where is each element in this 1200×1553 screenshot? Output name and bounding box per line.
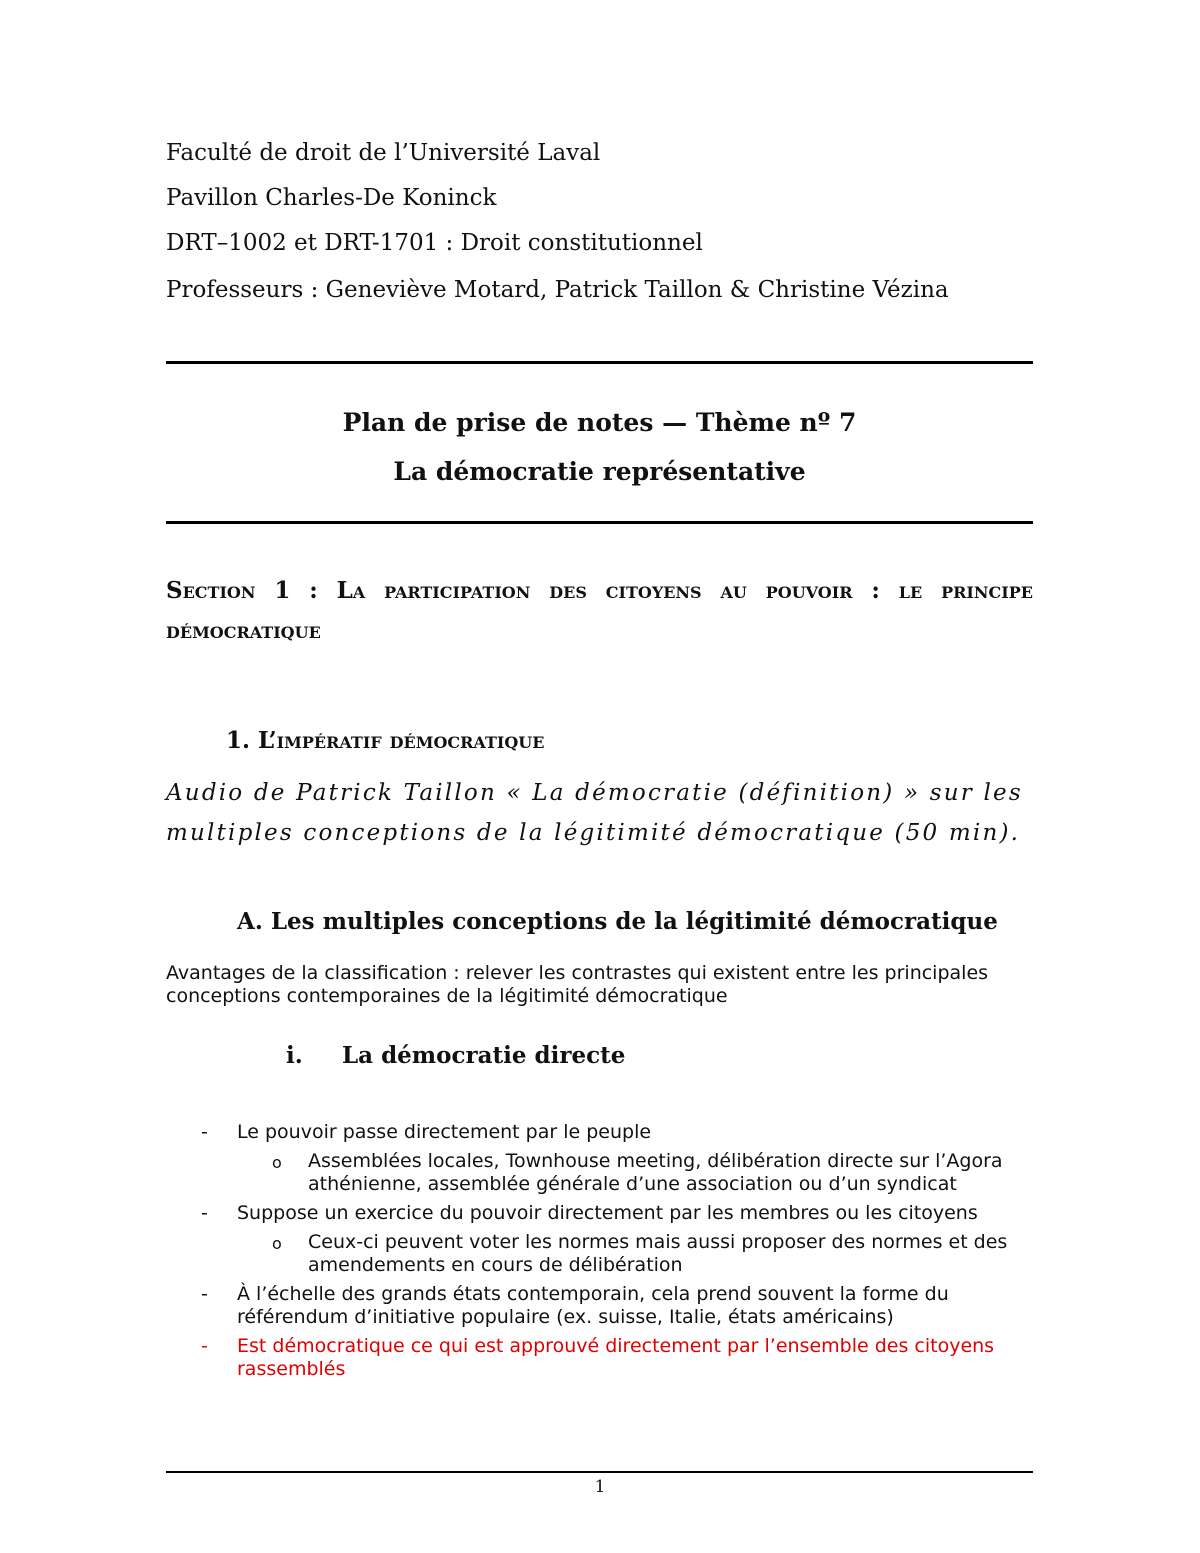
sub-bullet-marker: o	[272, 1234, 282, 1253]
title-bottom-rule	[166, 521, 1033, 524]
part-heading: L’impératif démocratique	[258, 727, 545, 754]
section-heading: Section 1 : La participation des citoyens au pouvoir : le principe démocratique	[166, 577, 1033, 644]
audio-reference: Audio de Patrick Taillon « La démocratie (définition) » sur les multiples conceptions de la légitimité démocratique (50 min).	[166, 780, 1023, 846]
title-top-rule	[166, 361, 1033, 364]
list-item: Assemblées locales, Townhouse meeting, délibération directe sur l’Agora athénienne, assemblée générale d’une association ou d’un syndicat	[308, 1150, 1003, 1195]
building-line: Pavillon Charles-De Koninck	[166, 185, 497, 211]
part-number: 1.	[226, 727, 251, 754]
list-item-highlighted: Est démocratique ce qui est approuvé directement par l’ensemble des citoyens rassemblés	[237, 1335, 995, 1380]
sub-bullet-marker: o	[272, 1153, 282, 1172]
faculty-line: Faculté de droit de l’Université Laval	[166, 140, 601, 166]
professors-line: Professeurs : Geneviève Motard, Patrick Taillon & Christine Vézina	[166, 277, 949, 303]
list-item: À l’échelle des grands états contemporain, cela prend souvent la forme du référendum d’initiative populaire (ex. suisse, Italie, états américains)	[237, 1283, 949, 1328]
document-subtitle: La démocratie représentative	[393, 457, 806, 486]
list-item: Ceux-ci peuvent voter les normes mais aussi proposer des normes et des amendements en cours de délibération	[308, 1231, 1008, 1276]
subsection-i-numeral: i.	[286, 1042, 303, 1069]
subsection-i-heading: La démocratie directe	[342, 1042, 626, 1069]
bullet-marker-highlighted: -	[201, 1335, 208, 1357]
course-line: DRT–1002 et DRT-1701 : Droit constitutionnel	[166, 230, 703, 256]
list-item: Suppose un exercice du pouvoir directement par les membres ou les citoyens	[237, 1202, 978, 1224]
footer-rule	[166, 1471, 1033, 1473]
classification-intro: Avantages de la classification : relever les contrastes qui existent entre les principales conceptions contemporaines de la légitimité démocratique	[166, 962, 989, 1007]
subsection-a-letter: A.	[237, 908, 263, 935]
subsection-a-heading	[237, 907, 998, 937]
page-number: 1	[594, 1477, 606, 1497]
subsection-a-title: Les multiples conceptions de la légitimité démocratique	[270, 908, 998, 935]
bullet-marker: -	[201, 1283, 208, 1305]
document-title: Plan de prise de notes — Thème nº 7	[342, 408, 857, 437]
bullet-marker: -	[201, 1121, 208, 1143]
bullet-marker: -	[201, 1202, 208, 1224]
list-item: Le pouvoir passe directement par le peuple	[237, 1121, 652, 1143]
